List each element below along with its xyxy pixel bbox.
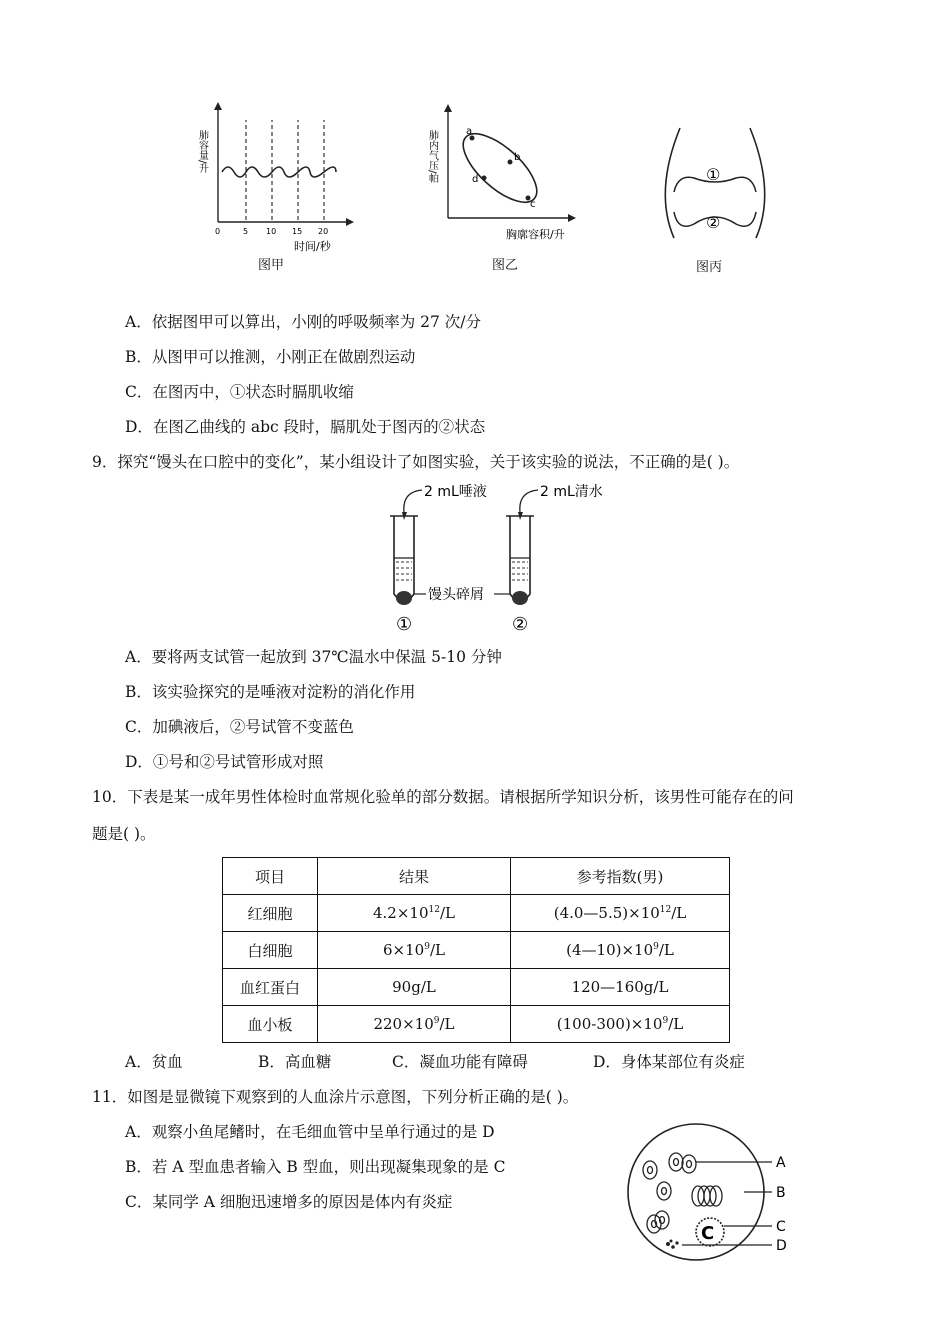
q10-option-a: A．贫血 [125, 1053, 183, 1071]
figure-jia [196, 100, 356, 280]
label-a: A [776, 1155, 786, 1171]
figure-test-tubes [380, 482, 620, 640]
row-result: $6\times 10^9/L$ [318, 932, 511, 969]
q9-option-c: C．加碘液后，②号试管不变蓝色 [125, 718, 354, 736]
x-axis-label: 时间/秒 [294, 240, 331, 253]
table-row [223, 895, 730, 932]
q11-option-a: A．观察小鱼尾鳍时，在毛细血管中呈单行通过的是 D [125, 1123, 495, 1141]
caption-jia: 图甲 [258, 258, 285, 273]
point-b: b [514, 152, 521, 163]
q11-option-b: B．若 A 型血患者输入 B 型血，则出现凝集现象的是 C [125, 1158, 506, 1176]
q10-stem-line2: 题是( )。 [92, 825, 156, 843]
blood-test-table [222, 857, 730, 1043]
tube2-label: 2 mL清水 [540, 484, 603, 500]
figure-yi [428, 100, 578, 250]
tick-15: 15 [292, 227, 303, 236]
q10-option-c: C．凝血功能有障碍 [392, 1053, 528, 1071]
svg-text:C: C [701, 1223, 715, 1244]
q8-option-d: D．在图乙曲线的 abc 段时，膈肌处于图丙的②状态 [125, 418, 486, 436]
q8-option-c: C．在图丙中，①状态时膈肌收缩 [125, 383, 354, 401]
state-2: ② [706, 213, 721, 232]
bread-label: 馒头碎屑 [428, 587, 484, 603]
q8-option-b: B．从图甲可以推测，小刚正在做剧烈运动 [125, 348, 416, 366]
row-reference: $(4.0—5.5)\times 10^{12}/L$ [511, 895, 730, 932]
figure-bing [660, 122, 770, 252]
row-result: $4.2\times 10^{12}/L$ [318, 895, 511, 932]
q10-stem-line1: 10．下表是某一成年男性体检时血常规化验单的部分数据。请根据所学知识分析，该男性可能存在的问 [92, 788, 794, 806]
row-item: 血小板 [223, 1006, 318, 1043]
table-row [223, 969, 730, 1006]
point-a: a [466, 126, 473, 137]
state-1: ① [706, 165, 721, 184]
y-axis-label: 肺内气压/帕 [426, 130, 438, 184]
q10-option-d: D．身体某部位有炎症 [593, 1053, 745, 1071]
row-item: 白细胞 [223, 932, 318, 969]
tick-5: 5 [243, 227, 249, 236]
x-axis-label: 胸廓容积/升 [506, 228, 565, 241]
q9-option-d: D．①号和②号试管形成对照 [125, 753, 324, 771]
point-d: d [472, 174, 479, 185]
header-reference: 参考指数(男) [511, 858, 730, 895]
table-header-row [223, 858, 730, 895]
row-item: 红细胞 [223, 895, 318, 932]
tick-10: 10 [266, 227, 277, 236]
y-axis-label: 肺容量/升 [196, 130, 208, 174]
tube1-number: ① [396, 614, 413, 635]
row-result: 90g/L [318, 969, 511, 1006]
row-reference: 120—160g/L [511, 969, 730, 1006]
tube1-label: 2 mL唾液 [424, 484, 487, 500]
table-row [223, 932, 730, 969]
caption-bing: 图丙 [696, 260, 723, 275]
q8-option-a: A．依据图甲可以算出，小刚的呼吸频率为 27 次/分 [125, 313, 481, 331]
figure-blood-smear [626, 1120, 826, 1266]
q9-option-b: B．该实验探究的是唾液对淀粉的消化作用 [125, 683, 416, 701]
table-row [223, 1006, 730, 1043]
row-result: $220\times 10^9/L$ [318, 1006, 511, 1043]
row-reference: $(100-300)\times 10^9/L$ [511, 1006, 730, 1043]
caption-yi: 图乙 [492, 258, 519, 273]
tick-20: 20 [318, 227, 329, 236]
row-item: 血红蛋白 [223, 969, 318, 1006]
q10-option-b: B．高血糖 [258, 1053, 332, 1071]
header-result: 结果 [318, 858, 511, 895]
q11-stem: 11．如图是显微镜下观察到的人血涂片示意图，下列分析正确的是( )。 [92, 1088, 579, 1106]
label-b: B [776, 1185, 786, 1201]
header-item: 项目 [223, 858, 318, 895]
q9-option-a: A．要将两支试管一起放到 37℃温水中保温 5-10 分钟 [125, 648, 502, 666]
tick-0: 0 [215, 227, 221, 236]
point-c: c [530, 199, 536, 210]
q9-stem: 9．探究“馒头在口腔中的变化”，某小组设计了如图实验，关于该实验的说法，不正确的是( )。 [92, 453, 740, 471]
tube2-number: ② [512, 614, 529, 635]
label-d: D [776, 1238, 787, 1254]
row-reference: $(4—10)\times 10^9/L$ [511, 932, 730, 969]
label-c: C [776, 1219, 786, 1235]
q11-option-c: C．某同学 A 细胞迅速增多的原因是体内有炎症 [125, 1193, 453, 1211]
